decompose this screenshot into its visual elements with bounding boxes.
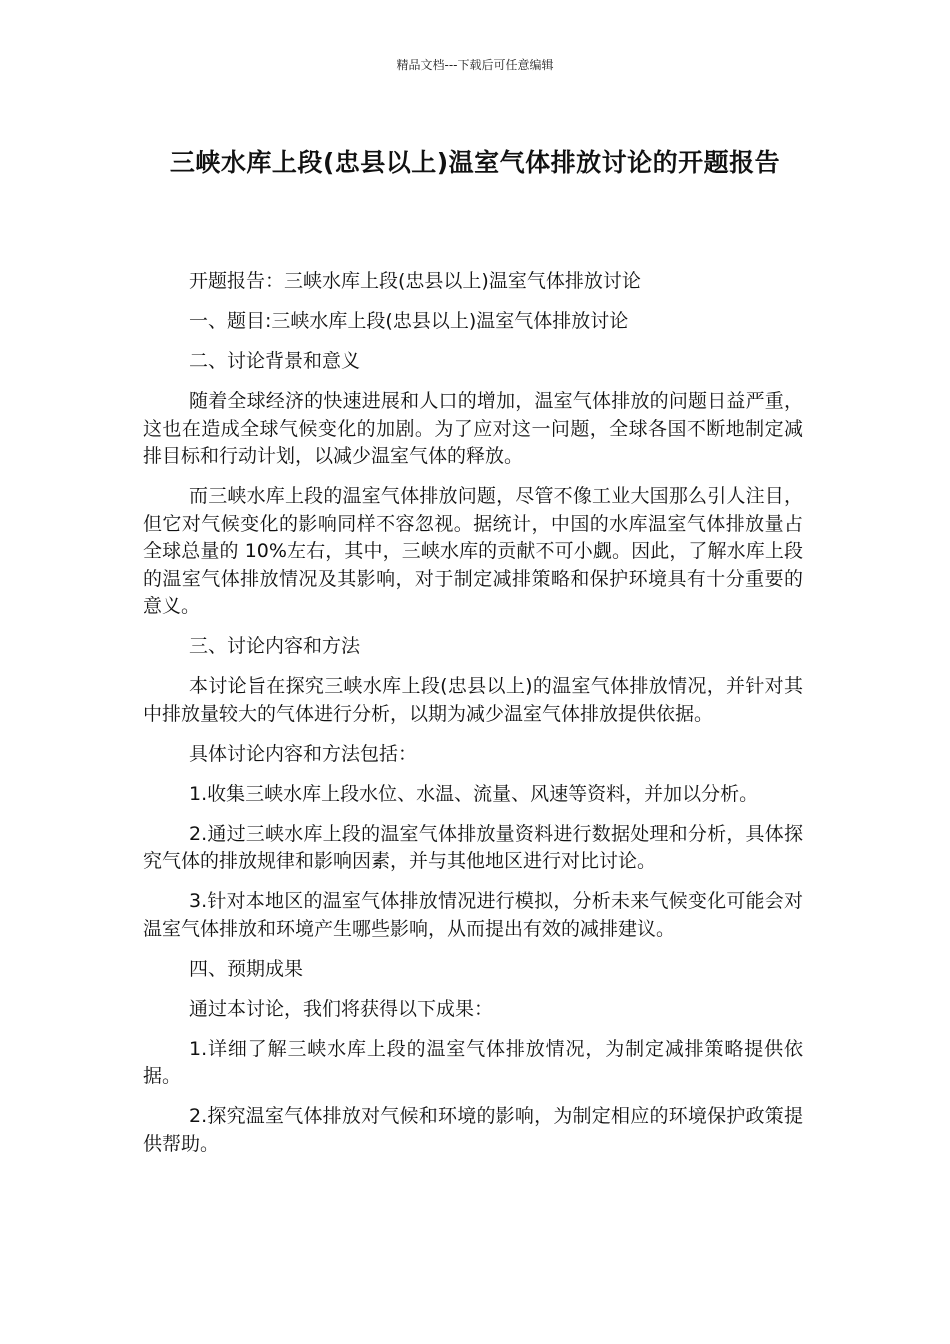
paragraph-background-2: 而三峡水库上段的温室气体排放问题，尽管不像工业大国那么引人注目，但它对气候变化的影响同样不容忽视。据统计，中国的水库温室气体排放量占全球总量的 10%左右，其中，三峡水库的贡献不可小觑。因此，了解水库上段的温室气体排放情况及其影响，对于制定减排策略和保护环境具有十分重要的意义。: [143, 485, 803, 617]
list-item-method-3: 3.针对本地区的温室气体排放情况进行模拟，分析未来气候变化可能会对温室气体排放和环境产生哪些影响，从而提出有效的减排建议。: [143, 890, 803, 940]
heading-background: 二、讨论背景和意义: [189, 350, 361, 372]
document-body: [143, 268, 803, 1171]
paragraph-intro: 开题报告：三峡水库上段(忠县以上)温室气体排放讨论: [189, 270, 641, 292]
heading-content-method: 三、讨论内容和方法: [189, 635, 361, 657]
document-title: 三峡水库上段(忠县以上)温室气体排放讨论的开题报告: [169, 148, 781, 177]
heading-expected-results: 四、预期成果: [189, 957, 304, 980]
paragraph-background-1: 随着全球经济的快速进展和人口的增加，温室气体排放的问题日益严重，这也在造成全球气候变化的加剧。为了应对这一问题，全球各国不断地制定减排目标和行动计划，以减少温室气体的释放。: [143, 390, 803, 467]
list-item-method-2: 2.通过三峡水库上段的温室气体排放量资料进行数据处理和分析，具体探究气体的排放规律和影响因素，并与其他地区进行对比讨论。: [143, 822, 803, 872]
list-item-method-1: 1.收集三峡水库上段水位、水温、流量、风速等资料，并加以分析。: [189, 782, 759, 805]
paragraph-content-purpose: 本讨论旨在探究三峡水库上段(忠县以上)的温室气体排放情况，并针对其中排放量较大的气体进行分析，以期为减少温室气体排放提供依据。: [143, 675, 803, 725]
heading-topic: 一、题目:三峡水库上段(忠县以上)温室气体排放讨论: [189, 310, 629, 332]
paragraph-content-lead: 具体讨论内容和方法包括：: [189, 742, 418, 765]
list-item-result-1: 1.详细了解三峡水库上段的温室气体排放情况，为制定减排策略提供依据。: [143, 1037, 803, 1087]
paragraph-results-lead: 通过本讨论，我们将获得以下成果：: [189, 997, 494, 1020]
page-header: 精品文档---下载后可任意编辑: [396, 58, 554, 72]
list-item-result-2: 2.探究温室气体排放对气候和环境的影响，为制定相应的环境保护政策提供帮助。: [143, 1105, 803, 1155]
